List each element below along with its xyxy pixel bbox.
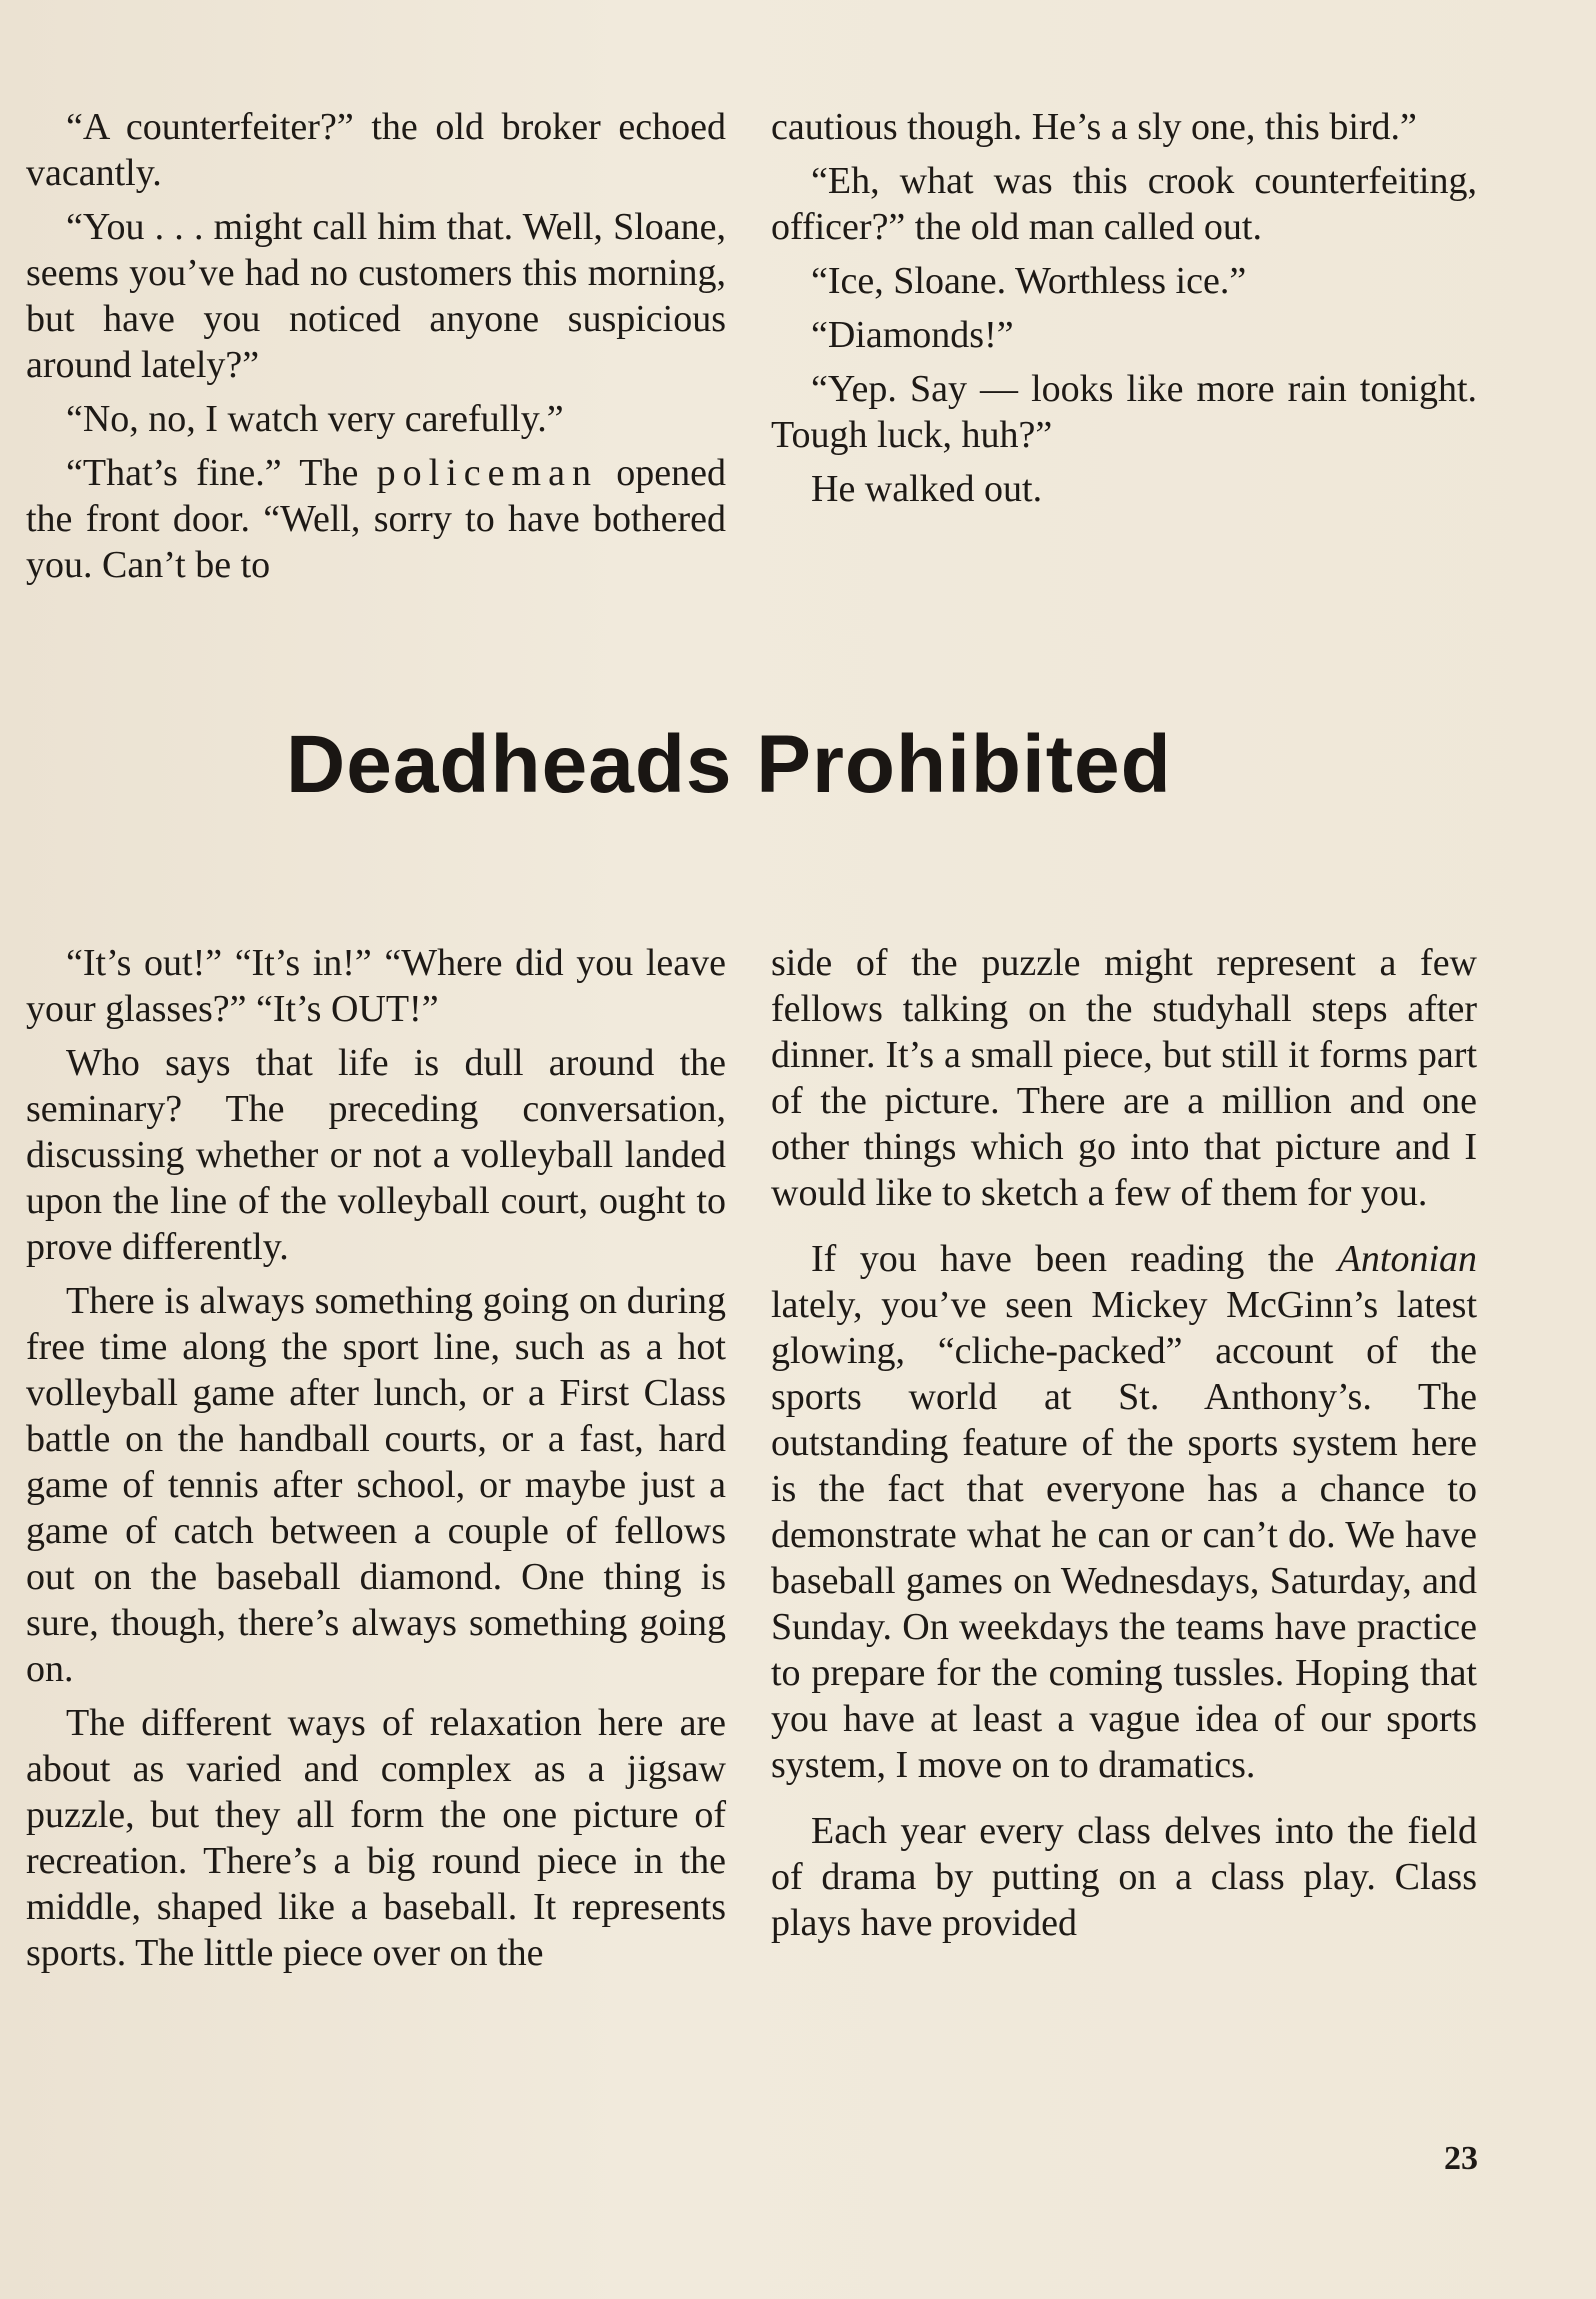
paragraph: “Diamonds!” [811,314,1014,356]
paragraph-continued: cautious though. He’s a sly one, this bird.” [771,106,1417,148]
text-run: If you have been reading the [811,1238,1315,1280]
paragraph: “A counterfeiter?” the old broker echoed vacantly. [26,106,726,194]
paragraph [771,1236,1477,1788]
article-title: Deadheads Prohibited [286,719,1172,810]
paragraph: He walked out. [811,468,1043,510]
text-run: opened the front door. “Well, sorry to have bothered you. Can’t be to [26,452,727,586]
story-end-right-column [771,104,1477,520]
paragraph: “Yep. Say — looks like more rain tonight. Tough luck, huh?” [771,368,1477,456]
paragraph: The different ways of relaxation here are about as varied and complex as a jigsaw puzzle, but they all form the one picture of recreation. There’s a big round piece in the middle, shaped like a baseball. It represents sports. The little piece over on the [26,1702,726,1974]
paragraph: Each year every class delves into the field of drama by putting on a class play. Class plays have provided [771,1810,1477,1944]
spaced-word: policeman [376,452,598,494]
article-left-column [26,940,726,1984]
page-number: 23 [1444,2140,1478,2177]
text-run: “That’s fine.” The [66,452,359,494]
publication-name: Antonian [1337,1238,1477,1280]
paragraph: “It’s out!” “It’s in!” “Where did you leave your glasses?” “It’s OUT!” [26,942,726,1030]
paragraph: “You . . . might call him that. Well, Sloane, seems you’ve had no customers this morning, but have you noticed anyone suspicious around lately?” [26,206,726,386]
paragraph [26,450,726,588]
paragraph: “Eh, what was this crook counterfeiting, officer?” the old man called out. [771,160,1477,248]
paragraph-continued: side of the puzzle might represent a few fellows talking on the studyhall steps after dinner. It’s a small piece, but still it forms part of the picture. There are a million and one other things which go into that picture and I would like to sketch a few of them for you. [771,942,1477,1214]
paragraph: There is always something going on during free time along the sport line, such as a hot volleyball game after lunch, or a First Class battle on the handball courts, or a fast, hard game of tennis after school, or maybe just a game of catch between a couple of fellows out on the baseball diamond. One thing is sure, though, there’s always something going on. [26,1280,726,1690]
article-right-column [771,940,1477,1954]
text-run: lately, you’ve seen Mickey McGinn’s latest glowing, “cliche-packed” account of the sports world at St. Anthony’s. The outstanding feature of the sports system here is the fact that everyone has a chance to demonstrate what he can or can’t do. We have baseball games on Wednesdays, Saturday, and Sunday. On weekdays the teams have practice to prepare for the coming tussles. Hoping that you have at least a vague idea of our sports system, I move on to dramatics. [771,1284,1477,1786]
story-end-left-column [26,104,726,596]
paragraph: Who says that life is dull around the seminary? The preceding conversation, discussing whether or not a volleyball landed upon the line of the volleyball court, ought to prove differently. [26,1042,726,1268]
paragraph: “No, no, I watch very carefully.” [66,398,564,440]
paragraph: “Ice, Sloane. Worthless ice.” [811,260,1247,302]
